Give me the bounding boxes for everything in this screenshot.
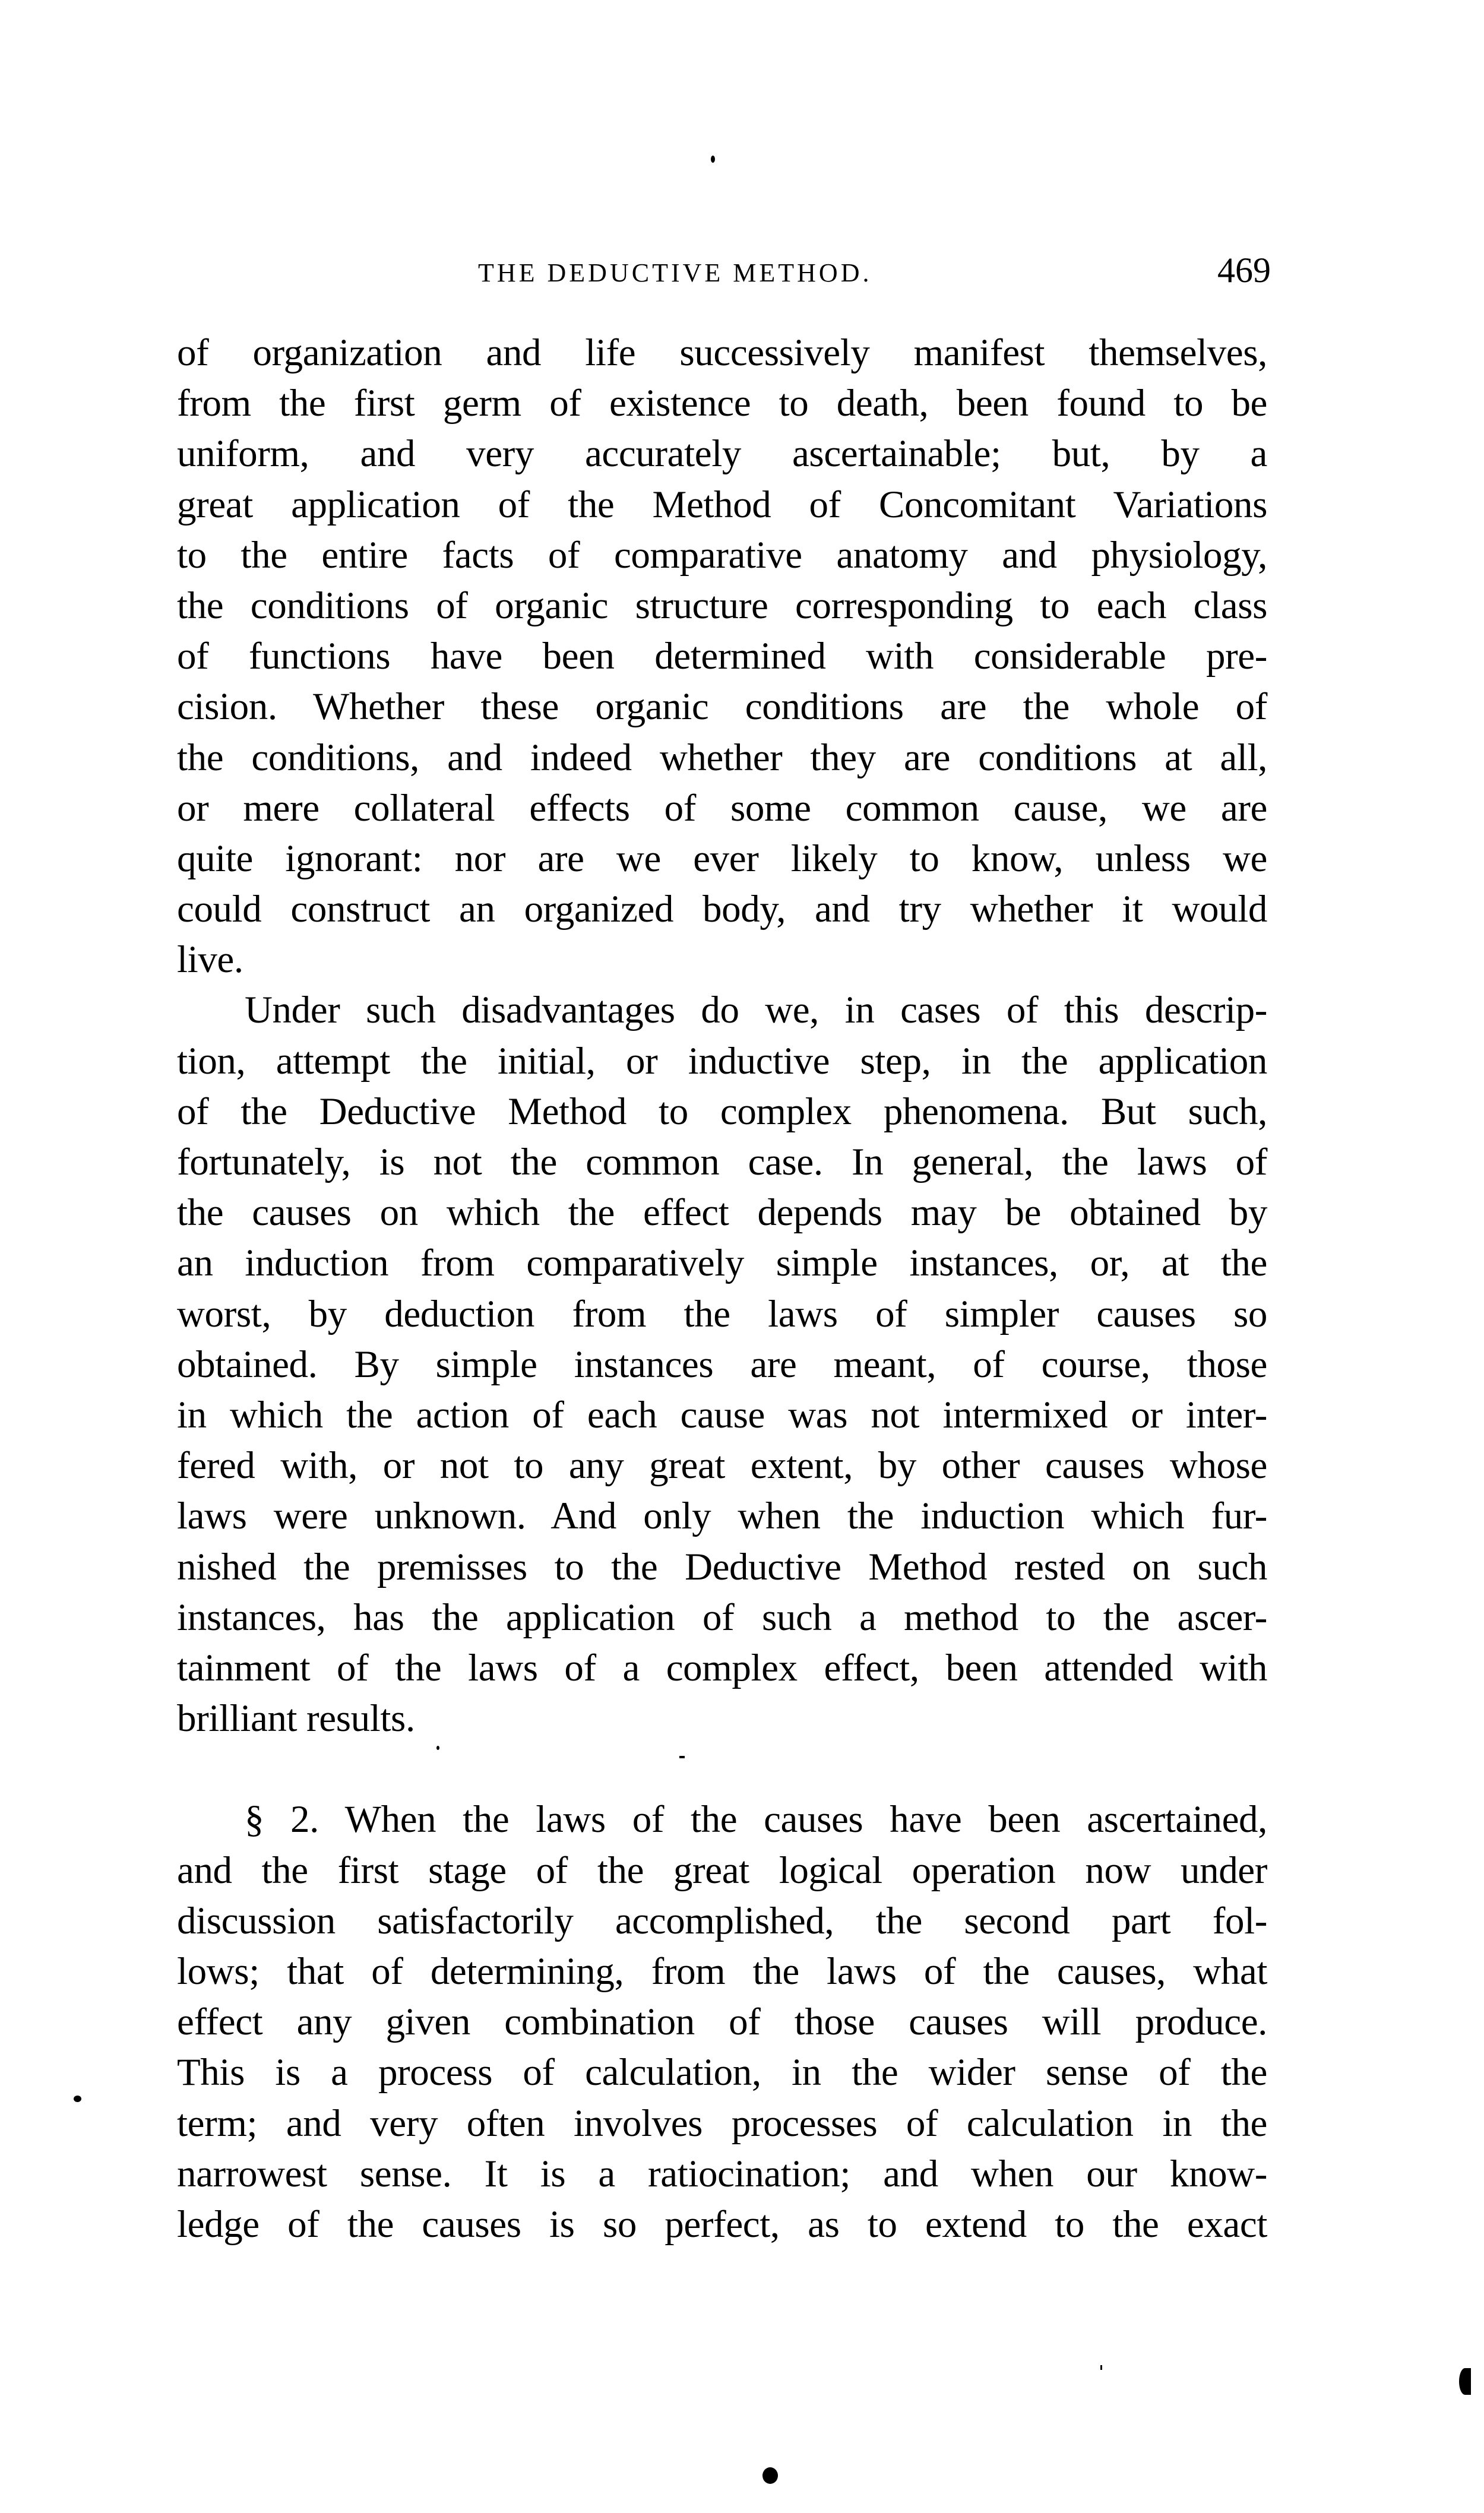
text-line: cision. Whether these organic conditions are the whole of: [177, 685, 1267, 729]
text-line: worst, by deduction from the laws of simpler causes so: [177, 1292, 1267, 1335]
running-title: THE DEDUCTIVE METHOD.: [478, 258, 872, 287]
paragraph-2: [177, 985, 1267, 1744]
text-line: lows; that of determining, from the laws of the causes, what: [177, 1950, 1267, 1993]
text-line: and the first stage of the great logical operation now under: [177, 1849, 1267, 1892]
text-line: discussion satisfactorily accomplished, the second part fol-: [177, 1899, 1267, 1942]
text-line: of organization and life successively manifest themselves,: [177, 331, 1267, 374]
text-line: term; and very often involves processes of calculation in the: [177, 2101, 1267, 2145]
text-line: the conditions, and indeed whether they are conditions at all,: [177, 736, 1267, 779]
text-line: the causes on which the effect depends may be obtained by: [177, 1191, 1267, 1235]
text-line: the conditions of organic structure corresponding to each class: [177, 584, 1267, 627]
text-line: to the entire facts of comparative anatomy and physiology,: [177, 533, 1267, 577]
scan-speck: [74, 2096, 81, 2102]
section-2-paragraph: [177, 1794, 1267, 2250]
text-line: instances, has the application of such a method to the ascer-: [177, 1596, 1267, 1639]
text-line: brilliant results.: [177, 1697, 415, 1740]
section-heading-line: § 2. When the laws of the causes have been ascertained,: [245, 1798, 1267, 1841]
text-line: laws were unknown. And only when the induction which fur-: [177, 1495, 1267, 1538]
text-line: narrowest sense. It is a ratiocination; and when our know-: [177, 2152, 1267, 2195]
text-line: or mere collateral effects of some common cause, we are: [177, 786, 1267, 830]
scan-speck: [762, 2467, 778, 2484]
scan-speck: [1100, 2365, 1102, 2370]
scan-speck: [679, 1756, 685, 1758]
text-line: uniform, and very accurately ascertainable; but, by a: [177, 432, 1267, 476]
text-line: effect any given combination of those causes will produce.: [177, 2001, 1267, 2044]
scan-speck: [711, 156, 715, 163]
text-line: tion, attempt the initial, or inductive step, in the application: [177, 1039, 1267, 1083]
text-line: of the Deductive Method to complex phenomena. But such,: [177, 1090, 1267, 1133]
scan-speck: [436, 1746, 439, 1750]
section-break: [177, 1744, 1267, 1794]
paragraph-1: [177, 328, 1267, 985]
text-line: fered with, or not to any great extent, by other causes whose: [177, 1444, 1267, 1487]
text-line: quite ignorant: nor are we ever likely to know, unless we: [177, 837, 1267, 880]
text-line: ledge of the causes is so perfect, as to extend to the exact: [177, 2202, 1267, 2246]
text-line: nished the premisses to the Deductive Method rested on such: [177, 1545, 1267, 1588]
text-line: obtained. By simple instances are meant, of course, those: [177, 1343, 1267, 1386]
text-line: could construct an organized body, and try whether it would: [177, 888, 1267, 931]
text-line: fortunately, is not the common case. In general, the laws of: [177, 1141, 1267, 1183]
text-line: an induction from comparatively simple instances, or, at the: [177, 1242, 1267, 1285]
text-line: from the first germ of existence to death, been found to be: [177, 382, 1267, 425]
text-line: in which the action of each cause was not intermixed or inter-: [177, 1393, 1267, 1436]
page-number: 469: [1217, 251, 1271, 290]
text-line: tainment of the laws of a complex effect, been attended with: [177, 1646, 1267, 1689]
page-body: [177, 328, 1267, 2250]
text-line: of functions have been determined with considerable pre-: [177, 635, 1267, 678]
text-line: This is a process of calculation, in the wider sense of the: [177, 2051, 1267, 2094]
text-line: great application of the Method of Concomitant Variations: [177, 483, 1267, 526]
text-line: live.: [177, 938, 243, 982]
scan-edge-mark: [1459, 2368, 1471, 2395]
text-line: Under such disadvantages do we, in cases of this descrip-: [245, 989, 1267, 1032]
